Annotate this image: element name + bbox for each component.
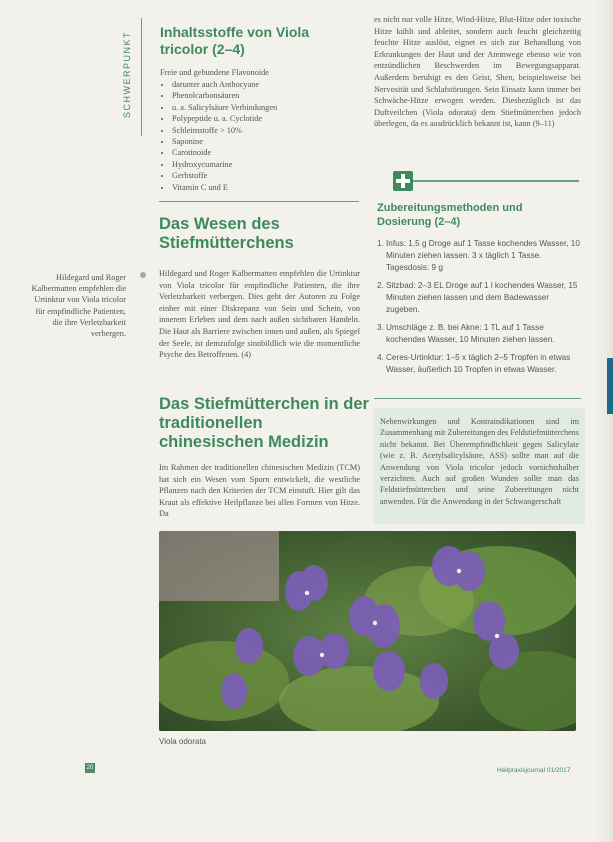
- photo-caption: Viola odorata: [159, 737, 206, 746]
- violet-photo: [159, 531, 576, 731]
- step-number: 3.: [377, 323, 384, 332]
- vertical-rule: [141, 18, 142, 136]
- list-item: [377, 280, 580, 316]
- wesen-text: Hildegard und Roger Kalbermatten empfehlen die Urtinktur von Viola tricolor für empfindliche Patienten, die ihre Verletzbarkeit verbergen. Dies geht der Autoren zu Folge einher mit einer Diskrepanz von Sein und Schein, von innerem Erleben und dem nach außen sichtbaren Handeln. Die Haut als Barriere zwischen innen und außen, als Spiegel der Seele, ist demzufolge sinnbildlich wie die momentliche Psyche des Betroffenen. (4): [159, 269, 360, 360]
- wesen-heading: Das Wesen des Stiefmütterchens: [159, 215, 294, 252]
- step-text: Infus: 1,5 g Droge auf 1 Tasse kochendes Wasser, 10 Minuten ziehen lassen. 3 x täglich 1 Tasse. Tagesdosis: 9 g: [386, 239, 580, 272]
- list-item: [377, 352, 580, 376]
- step-number: 4.: [377, 353, 384, 362]
- edge-tab: [607, 358, 613, 414]
- sidenote: Hildegard und Roger Kalbermatten empfehlen die Urtinktur von Viola tricolor für empfindliche Patienten, die ihre Verletzbarkeit verbergen.: [31, 273, 126, 339]
- ingredients-list: [160, 79, 362, 193]
- page-number: 20: [86, 765, 94, 771]
- ingredients-intro: Freie und gebundene Flavonoide: [160, 68, 269, 77]
- journal-footer: Heilpraxisjournal 01/2017: [497, 767, 571, 774]
- right-column-text: es nicht nur volle Hitze, Wind-Hitze, Blut-Hitze oder toxische Hitze kühlt und ableitet, sondern auch feucht gleichzeitig feuchte Hitze auslöst, eignet es sich zur Behandlung von Erkrankungen der Haut und der Atemwege ebenso wie von entzündlichen Beschwerden im Bewegungsapparat. Außerdem beruhigt es den Geist, Shen, beispielsweise bei Nervosität und Schlafstörungen. Sein Einsatz kann immer bei Schwäche-Hitze erwogen werden. Diesbezüglich ist das Duftveilchen (Viola odorata) dem Stiefmütterchen jedoch überlegen, da es ausdrücklich bekannt ist, kann (9–11): [374, 15, 581, 129]
- section-label-text: SCHWERPUNKT: [122, 30, 132, 118]
- sidenote-marker: [140, 272, 146, 278]
- ingredients-title: Inhaltsstoffe von Viola tricolor (2–4): [160, 24, 310, 57]
- step-text: Ceres-Urtinktur: 1–5 x täglich 2–5 Tropfen in etwas Wasser, äußerlich 10 Tropfen in etwas Wasser.: [386, 353, 571, 374]
- list-item: • Polypeptide u. a. Cyclotide: [172, 113, 362, 124]
- list-item: • Phenolcarbonsäuren: [172, 90, 362, 101]
- tcm-text: Im Rahmen der traditionellen chinesischen Medizin (TCM) hat sich ein Wesen vom Sporn entwickelt, die westliche Pflanzen nach den Kriterien der TCM einstuft. Hier gilt das Kraut als effektive Heilpflanze bei allen Formen von Hitze. Da: [159, 463, 360, 519]
- preparation-rule: [413, 180, 579, 182]
- step-number: 1.: [377, 239, 384, 248]
- page-edge-shadow: [593, 0, 613, 842]
- divider: [374, 398, 581, 399]
- violet-illustration: [159, 531, 576, 731]
- side-effects-note: Nebenwirkungen und Kontraindikationen sind im Zusammenhang mit Zubereitungen des Feldstiefmütterchens nicht bekannt. Bei Überempfindlichkeit gegen Salicylate (wie z. B. Acetylsalicylsäure, ASS) sollte man auf die Anwendung von Viola tricolor jedoch vorsichtshalber verzichten. Auch auf großen Wunden sollte man das Feldstiefmütterchen und seine Zubereitungen nicht anwenden. Für die Anwendung in der Schwangerschaft: [374, 408, 585, 524]
- step-text: Sitzbad: 2–3 EL Droge auf 1 l kochendes Wasser, 15 Minuten ziehen lassen und dem Badewasser zugeben.: [386, 281, 578, 314]
- list-item: • Vitamin C und E: [172, 182, 362, 193]
- list-item: • darunter auch Anthocyane: [172, 79, 362, 90]
- list-item: • u. a. Salicylsäure Verbindungen: [172, 102, 362, 113]
- list-item: [377, 322, 580, 346]
- plus-cross-icon: [393, 171, 413, 191]
- preparation-steps: [377, 238, 580, 382]
- divider: [159, 201, 359, 202]
- step-number: 2.: [377, 281, 384, 290]
- list-item: • Gerbstoffe: [172, 170, 362, 181]
- step-text: Umschläge z. B. bei Akne: 1 TL auf 1 Tasse kochendes Wasser, 10 Minuten ziehen lassen.: [386, 323, 555, 344]
- tcm-heading: Das Stiefmütterchen in der traditionellen chinesischen Medizin: [159, 395, 369, 451]
- list-item: • Carotinoide: [172, 147, 362, 158]
- list-item: • Schleimstoffe > 10%: [172, 125, 362, 136]
- list-item: [377, 238, 580, 274]
- section-label: [122, 18, 136, 118]
- list-item: • Hydroxycumarine: [172, 159, 362, 170]
- list-item: • Saponine: [172, 136, 362, 147]
- preparation-heading: Zubereitungsmethoden und Dosierung (2–4): [377, 202, 523, 228]
